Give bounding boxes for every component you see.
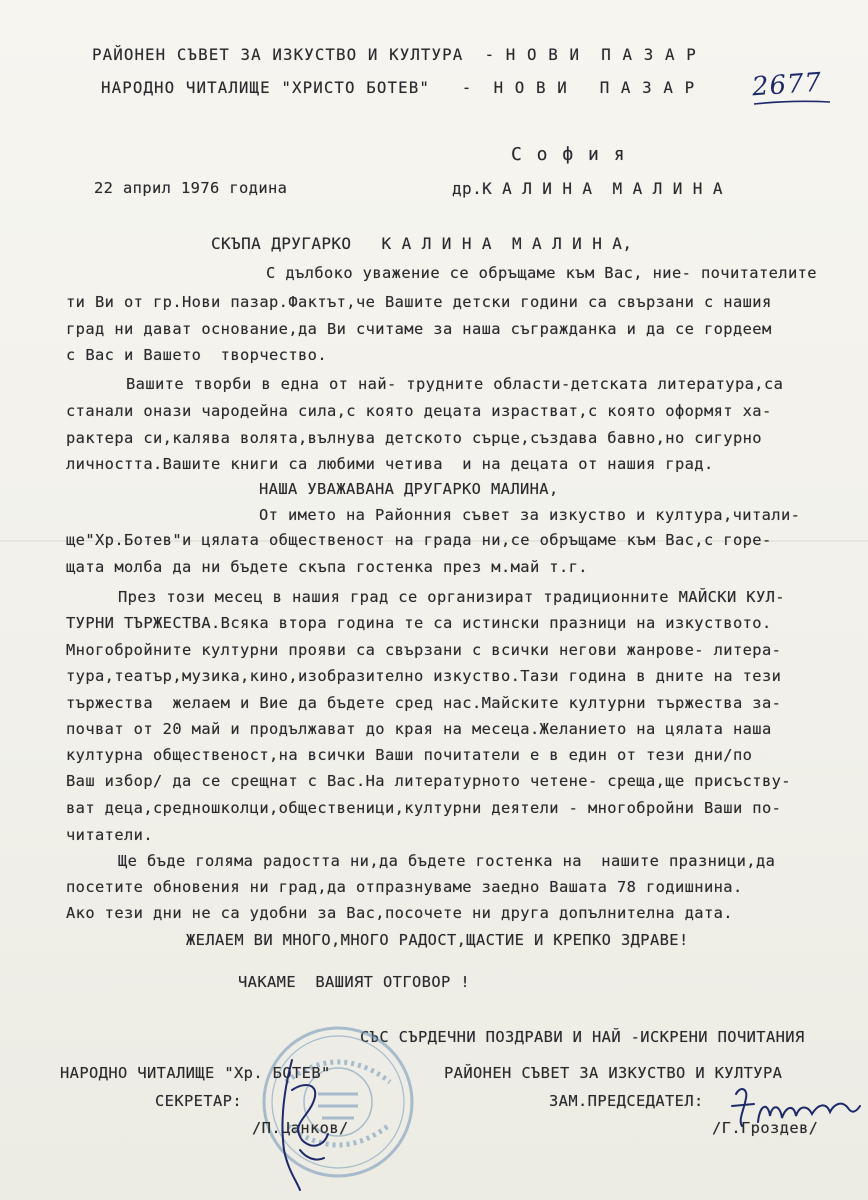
left-signatory-name: /П.Цанков/ [252, 1119, 349, 1137]
closing-line: СЪС СЪРДЕЧНИ ПОЗДРАВИ И НАЙ -ИСКРЕНИ ПОЧИТАНИЯ [360, 1028, 805, 1046]
body-line: От името на Районния съвет за изкуство и култура,читали- [259, 506, 801, 524]
body-line: Вашите творби в една от най- трудните области-детската литература,са [126, 375, 784, 393]
left-role: СЕКРЕТАР: [155, 1092, 242, 1110]
body-line: почват от 20 май и продължават до края на месеца.Желанието на цялата наша [66, 720, 772, 738]
body-line: С дълбоко уважение се обръщаме към Вас, ние- почитателите [266, 264, 817, 282]
body-line: личността.Вашите книги са любими четива и на децата от нашия град. [66, 455, 714, 473]
registration-underline [752, 98, 832, 108]
letter-date: 22 април 1976 година [94, 179, 288, 197]
body-line: Ако тези дни не са удобни за Вас,посочете ни друга допълнителна дата. [66, 904, 733, 922]
salutation: СКЪПА ДРУГАРКО К А Л И Н А М А Л И Н А, [211, 234, 633, 253]
body-line: ти Ви от гр.Нови пазар.Фактът,че Вашите детски години са свързани с нашия [66, 293, 772, 311]
body-line: посетите обновения ни град,да отпразнуваме заедно Вашата 78 годишнина. [66, 878, 743, 896]
second-salutation: НАША УВАЖАВАНА ДРУГАРКО МАЛИНА, [259, 480, 559, 498]
recipient-line: др.К А Л И Н А М А Л И Н А [452, 179, 723, 198]
body-line: тура,театър,музика,кино,изобразително изкуство.Тази година в дните на тези [66, 667, 782, 685]
body-line: През този месец в нашия град се организират традиционните МАЙСКИ КУЛ- [118, 588, 785, 606]
body-line: ват деца,средношколци,общественици,културни деятели - многобройни Ваши по- [66, 799, 782, 817]
body-line: щата молба да ни бъдете скъпа гостенка през м.май т.г. [66, 558, 588, 576]
header-line-1: РАЙОНЕН СЪВЕТ ЗА ИЗКУСТВО И КУЛТУРА - Н О В И П А З А Р [92, 45, 697, 64]
header-line-2: НАРОДНО ЧИТАЛИЩЕ "ХРИСТО БОТЕВ" - Н О В И П А З А Р [101, 78, 696, 97]
body-line: с Вас и Вашето творчество. [66, 346, 327, 364]
body-line: рактера си,калява волята,вълнува детското сърце,създава бавно,но сигурно [66, 429, 762, 447]
right-signature [728, 1082, 863, 1132]
body-line: Многобройните културни прояви са свързани с всички негови жанрове- литера- [66, 641, 782, 659]
registration-number: 2677 [751, 67, 824, 103]
city-line: С о ф и я [511, 144, 627, 165]
awaiting-reply-line: ЧАКАМЕ ВАШИЯТ ОТГОВОР ! [238, 973, 470, 991]
body-line: ТУРНИ ТЪРЖЕСТВА.Всяка втора година те са истински празници на изкуството. [66, 614, 772, 632]
left-organization: НАРОДНО ЧИТАЛИЩЕ "Хр. БОТЕВ" [60, 1064, 331, 1082]
body-line: културна общественост,на всички Ваши почитатели е в един от тези дни/по [66, 746, 753, 764]
right-signatory-name: /Г.Гроздев/ [712, 1119, 819, 1137]
body-line: Ще бъде голяма радостта ни,да бъдете гостенка на нашите празници,да [118, 852, 776, 870]
right-organization: РАЙОНЕН СЪВЕТ ЗА ИЗКУСТВО И КУЛТУРА [444, 1064, 783, 1082]
body-line: ще"Хр.Ботев"и цялата общественост на града ни,се обръщаме към Вас,с горе- [66, 531, 772, 549]
wishes-line: ЖЕЛАЕМ ВИ МНОГО,МНОГО РАДОСТ,ЩАСТИЕ И КРЕПКО ЗДРАВЕ! [186, 931, 689, 949]
body-line: читатели. [66, 826, 153, 844]
left-signature [262, 1050, 342, 1200]
body-line: станали онази чародейна сила,с която децата израстват,с която оформят ха- [66, 402, 772, 420]
body-line: град ни дават основание,да Ви считаме за наша съгражданка и да се гордеем [66, 320, 772, 338]
body-line: тържества желаем и Вие да бъдете сред нас.Майските културни тържества за- [66, 694, 782, 712]
body-line: Ваш избор/ да се срещнат с Вас.На литературното четене- среща,ще присъству- [66, 772, 791, 790]
right-role: ЗАМ.ПРЕДСЕДАТЕЛ: [549, 1092, 704, 1110]
